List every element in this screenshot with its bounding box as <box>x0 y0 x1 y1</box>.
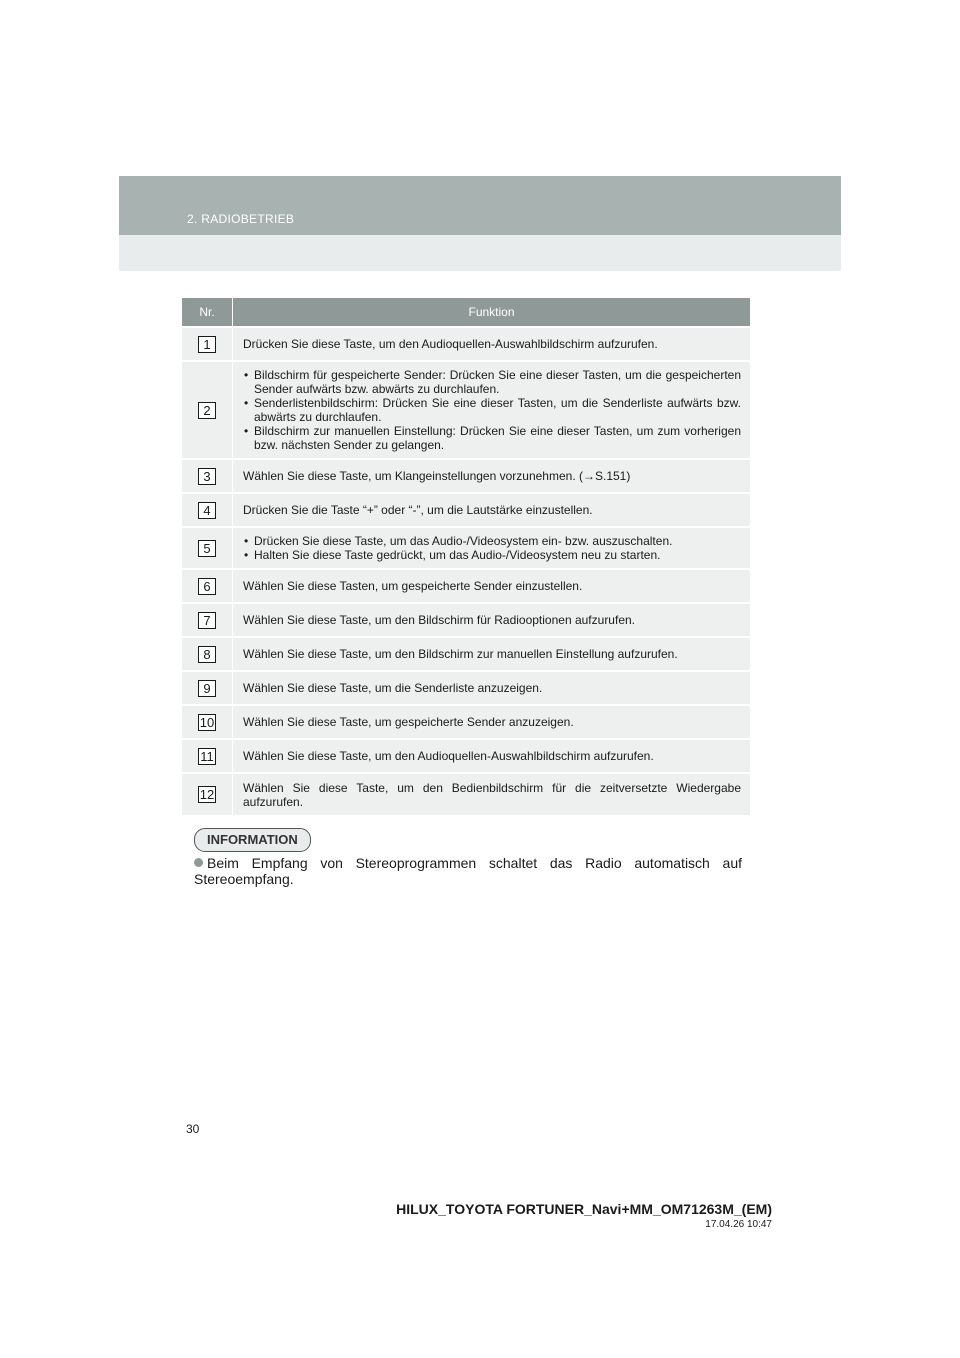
table-row <box>182 361 750 459</box>
row-function-cell <box>233 705 751 739</box>
number-box: 5 <box>198 540 216 557</box>
bullet-item: • Senderlistenbildschirm: Drücken Sie eine dieser Tasten, um die Senderliste aufwärts bzw. abwärts zu durchlaufen. <box>243 396 741 424</box>
row-function-cell <box>233 361 751 459</box>
page-number: 30 <box>186 1122 200 1136</box>
row-number-cell <box>182 603 233 637</box>
table-row <box>182 493 750 527</box>
number-box: 3 <box>198 468 216 485</box>
row-number-cell <box>182 361 233 459</box>
row-function-cell <box>233 459 751 493</box>
row-function-cell <box>233 327 751 361</box>
table-row <box>182 705 750 739</box>
information-text-block <box>194 855 742 887</box>
function-text: Wählen Sie diese Tasten, um gespeicherte Sender einzustellen. <box>243 579 583 593</box>
function-text: Wählen Sie diese Taste, um gespeicherte Sender anzuzeigen. <box>243 715 574 729</box>
table-row <box>182 637 750 671</box>
function-text: Wählen Sie diese Taste, um den Audioquellen-Auswahlbildschirm aufzurufen. <box>243 749 654 763</box>
bullet-item: • Halten Sie diese Taste gedrückt, um das Audio-/Videosystem neu zu starten. <box>243 548 741 562</box>
row-number-cell <box>182 705 233 739</box>
table-row <box>182 739 750 773</box>
bullet-item: • Bildschirm für gespeicherte Sender: Drücken Sie eine dieser Tasten, um die gespeicherten Sender aufwärts bzw. abwärts zu durchlaufen. <box>243 368 741 396</box>
function-text: Wählen Sie diese Taste, um den Bedienbildschirm für die zeitversetzte Wiedergabe aufzurufen. <box>243 780 741 809</box>
number-box: 1 <box>198 336 216 353</box>
number-box: 7 <box>198 612 216 629</box>
number-box: 12 <box>199 787 215 802</box>
row-number-cell <box>182 637 233 671</box>
table-row <box>182 603 750 637</box>
number-box: 6 <box>198 578 216 595</box>
number-box: 8 <box>198 646 216 663</box>
function-text: Drücken Sie die Taste “+” oder “-”, um die Lautstärke einzustellen. <box>243 503 593 517</box>
table-header-row <box>182 298 750 327</box>
row-function-cell <box>233 773 751 815</box>
bullet-dot-icon <box>194 858 203 867</box>
function-text: Wählen Sie diese Taste, um den Bildschirm für Radiooptionen aufzurufen. <box>243 613 635 627</box>
column-header-funktion: Funktion <box>233 298 751 327</box>
column-header-nr: Nr. <box>182 298 233 327</box>
function-text: Wählen Sie diese Taste, um den Bildschirm zur manuellen Einstellung aufzurufen. <box>243 647 678 661</box>
row-function-cell <box>233 569 751 603</box>
row-number-cell <box>182 327 233 361</box>
table-row <box>182 569 750 603</box>
table-row <box>182 527 750 569</box>
number-box: 9 <box>198 680 216 697</box>
number-box: 10 <box>199 714 215 730</box>
table-row <box>182 671 750 705</box>
row-number-cell <box>182 671 233 705</box>
information-text: Beim Empfang von Stereoprogrammen schaltet das Radio automatisch auf Stereoempfang. <box>194 855 742 887</box>
row-function-cell <box>233 527 751 569</box>
header-band <box>119 176 841 235</box>
bullet-item: • Bildschirm zur manuellen Einstellung: Drücken Sie eine dieser Tasten, um zum vorherigen bzw. nächsten Sender zu gelangen. <box>243 424 741 452</box>
function-text: Wählen Sie diese Taste, um die Senderliste anzuzeigen. <box>243 681 543 695</box>
table-body <box>182 327 750 815</box>
row-number-cell <box>182 773 233 815</box>
function-text: Drücken Sie diese Taste, um den Audioquellen-Auswahlbildschirm aufzurufen. <box>243 337 658 351</box>
information-badge: INFORMATION <box>194 828 311 852</box>
document-code: HILUX_TOYOTA FORTUNER_Navi+MM_OM71263M_(EM) <box>396 1201 772 1217</box>
row-number-cell <box>182 527 233 569</box>
function-table <box>182 298 750 815</box>
row-function-cell <box>233 493 751 527</box>
row-number-cell <box>182 739 233 773</box>
bullet-item: • Drücken Sie diese Taste, um das Audio-/Videosystem ein- bzw. auszuschalten. <box>243 534 741 548</box>
table-row <box>182 327 750 361</box>
row-function-cell <box>233 739 751 773</box>
document-timestamp: 17.04.26 10:47 <box>705 1219 772 1230</box>
header-subband <box>119 235 841 271</box>
section-title: 2. RADIOBETRIEB <box>187 212 295 226</box>
number-box: 4 <box>198 502 216 519</box>
function-text: Wählen Sie diese Taste, um Klangeinstellungen vorzunehmen. (→S.151) <box>243 469 631 483</box>
number-box: 11 <box>198 748 216 765</box>
number-box: 2 <box>198 402 216 419</box>
row-number-cell <box>182 459 233 493</box>
table-row <box>182 459 750 493</box>
row-number-cell <box>182 493 233 527</box>
row-number-cell <box>182 569 233 603</box>
table-row <box>182 773 750 815</box>
row-function-cell <box>233 671 751 705</box>
row-function-cell <box>233 603 751 637</box>
row-function-cell <box>233 637 751 671</box>
